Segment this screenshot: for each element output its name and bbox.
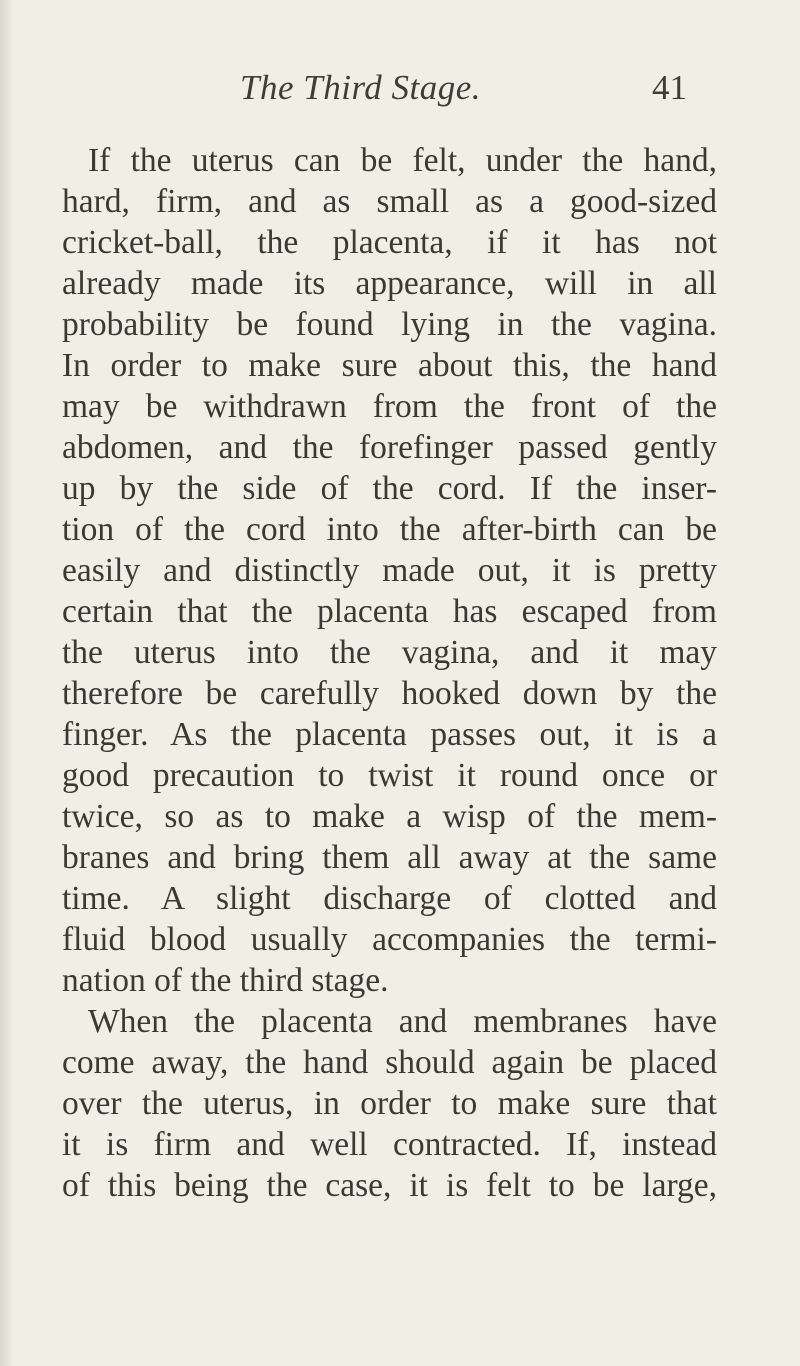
text-line: In order to make sure about this, the hand [62, 347, 717, 384]
text-line: the uterus into the vagina, and it may [62, 634, 717, 671]
text-line: When the placenta and membranes have [88, 1003, 717, 1040]
page-number: 41 [652, 68, 687, 107]
text-line: abdomen, and the forefinger passed gently [62, 429, 717, 466]
text-line: therefore be carefully hooked down by the [62, 675, 717, 712]
text-line: If the uterus can be felt, under the hand, [88, 142, 717, 179]
text-line: cricket-ball, the placenta, if it has not [62, 224, 717, 261]
text-line: certain that the placenta has escaped from [62, 593, 717, 630]
running-head [0, 68, 800, 108]
text-line: may be withdrawn from the front of the [62, 388, 717, 425]
running-title: The Third Stage. [240, 68, 482, 107]
text-line: branes and bring them all away at the same [62, 839, 717, 876]
text-line: over the uterus, in order to make sure that [62, 1085, 717, 1122]
text-line: time. A slight discharge of clotted and [62, 880, 717, 917]
text-line: come away, the hand should again be placed [62, 1044, 717, 1081]
text-line: good precaution to twist it round once or [62, 757, 717, 794]
page-edge-shadow [0, 0, 14, 1366]
text-line: hard, firm, and as small as a good-sized [62, 183, 717, 220]
body-text [62, 140, 717, 1206]
text-line: probability be found lying in the vagina. [62, 306, 717, 343]
text-line: tion of the cord into the after-birth can be [62, 511, 717, 548]
text-line: twice, so as to make a wisp of the mem- [62, 798, 717, 835]
text-line: up by the side of the cord. If the inser- [62, 470, 717, 507]
text-line: already made its appearance, will in all [62, 265, 717, 302]
text-line: of this being the case, it is felt to be large, [62, 1167, 717, 1204]
text-line: easily and distinctly made out, it is pretty [62, 552, 717, 589]
text-line: finger. As the placenta passes out, it is a [62, 716, 717, 753]
text-line: it is firm and well contracted. If, instead [62, 1126, 717, 1163]
text-line: nation of the third stage. [62, 962, 389, 999]
text-line: fluid blood usually accompanies the termi- [62, 921, 717, 958]
